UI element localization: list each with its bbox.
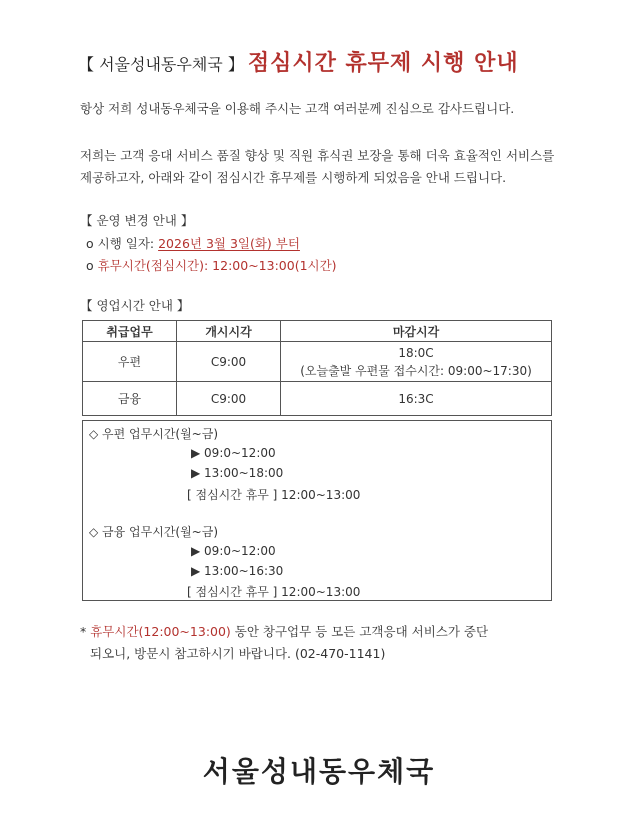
start-date-label: o 시행 일자: (86, 236, 159, 251)
postal-slot-1: ▶ 09:0~12:00 (191, 446, 276, 460)
break-label: 휴무시간(점심시간): (97, 258, 213, 273)
table-row (83, 382, 552, 416)
hours-table (82, 320, 552, 416)
close-time: 18:0C (398, 345, 434, 360)
title-main: 점심시간 휴무제 시행 안내 (247, 51, 519, 76)
title-org-bracket: 【 서울성내동우체국 】 (78, 55, 244, 74)
footnote-rest: 동안 창구업무 등 모든 고객응대 서비스가 중단 (230, 624, 489, 639)
notice-title (78, 46, 519, 77)
table-row (83, 342, 552, 382)
body-line-1: 저희는 고객 응대 서비스 품질 향상 및 직원 휴식권 보장을 통해 더욱 효율적인 서비스를 (80, 148, 555, 163)
column-header: 취급업무 (83, 321, 177, 342)
finance-slot-1: ▶ 09:0~12:00 (191, 544, 276, 558)
postal-lunch-break: [ 점심시간 휴무 ] 12:00~13:00 (187, 488, 361, 502)
service-cell: 우편 (83, 342, 177, 382)
notice-footnote-line-1 (80, 622, 488, 640)
start-date-line (86, 234, 300, 252)
finance-hours-heading: ◇ 금융 업무시간(월~금) (89, 525, 219, 539)
body-line-2: 제공하고자, 아래와 같이 점심시간 휴무제를 시행하게 되었음을 안내 드립니다. (80, 170, 507, 185)
column-header: 마감시각 (281, 321, 552, 342)
break-bullet: o (86, 258, 98, 273)
notice-footnote-line-2: 되오니, 방문시 참고하시기 바랍니다. (02-470-1141) (90, 646, 386, 661)
footnote-star: * (80, 624, 91, 639)
change-heading: 【 운영 변경 안내 】 (80, 213, 194, 228)
hours-heading: 【 영업시간 안내 】 (80, 298, 190, 313)
break-time-line (86, 256, 337, 274)
close-time-note: (오늘출발 우편물 접수시간: 09:00~17:30) (300, 363, 532, 378)
close-time-cell (281, 342, 552, 382)
open-time-cell: C9:00 (177, 342, 281, 382)
start-date-value: 2026년 3월 3일(화) 부터 (158, 236, 300, 251)
column-header: 개시시각 (177, 321, 281, 342)
postal-hours-heading: ◇ 우편 업무시간(월~금) (89, 427, 219, 441)
footnote-break-time: 휴무시간(12:00~13:00) (90, 624, 231, 639)
finance-lunch-break: [ 점심시간 휴무 ] 12:00~13:00 (187, 585, 361, 599)
postal-slot-2: ▶ 13:00~18:00 (191, 466, 284, 480)
close-time-cell: 16:3C (281, 382, 552, 416)
footer-signature: 서울성내동우체국 (202, 755, 436, 788)
open-time-cell: C9:00 (177, 382, 281, 416)
break-value: 12:00~13:00(1시간) (212, 258, 337, 273)
intro-paragraph: 항상 저희 성내동우체국을 이용해 주시는 고객 여러분께 진심으로 감사드립니다. (80, 101, 515, 116)
service-cell: 금융 (83, 382, 177, 416)
business-hours-detail-box (82, 420, 552, 601)
table-header-row (83, 321, 552, 342)
finance-slot-2: ▶ 13:00~16:30 (191, 564, 284, 578)
